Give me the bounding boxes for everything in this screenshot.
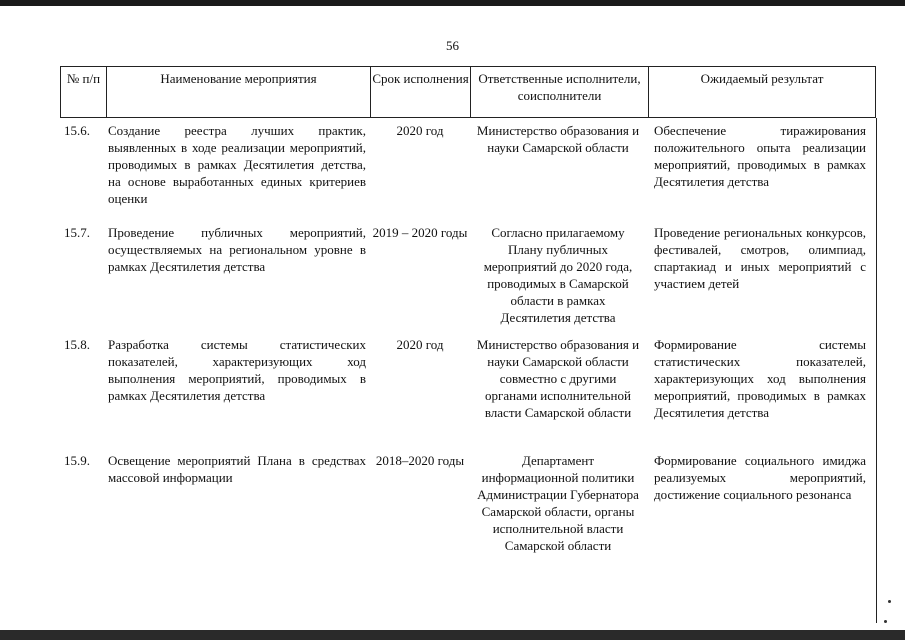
- row-responsible: Согласно прилагаемому Плану публичных мероприятий до 2020 года, проводимых в Самарской области в рамках Десятилетия детства: [483, 225, 633, 325]
- header-term: Срок исполнения: [370, 66, 470, 118]
- row-name: Проведение публичных мероприятий, осуществляемых на региональном уровне в рамках Десятилетия детства: [108, 225, 366, 274]
- row-responsible: Министерство образования и науки Самарской области совместно с другими органами исполнительной власти Самарской области: [476, 337, 640, 420]
- row-number: 15.7.: [64, 225, 90, 240]
- row-number: 15.6.: [64, 123, 90, 138]
- row-result: Формирование социального имиджа реализуемых мероприятий, достижение социального резонанса: [654, 453, 866, 502]
- header-name: Наименование мероприятия: [106, 66, 370, 118]
- row-name: Разработка системы статистических показателей, характеризующих ход выполнения мероприятий, проводимых в рамках Десятилетия детства: [108, 337, 366, 403]
- row-result: Формирование системы статистических показателей, характеризующих ход выполнения мероприятий, проводимых в рамках Десятилетия детства: [654, 337, 866, 420]
- header-num: № п/п: [60, 66, 106, 118]
- table-right-border: [876, 118, 877, 623]
- row-term: 2018–2020 годы: [375, 453, 465, 468]
- row-result: Обеспечение тиражирования положительного опыта реализации мероприятий, проводимых в рамках Десятилетия детства: [654, 123, 866, 189]
- row-responsible: Департамент информационной политики Администрации Губернатора Самарской области, органы исполнительной власти Самарской области: [477, 453, 639, 553]
- bottom-border: [0, 630, 905, 640]
- scan-speck: [884, 620, 887, 623]
- row-term: 2020 год: [396, 123, 444, 138]
- row-name: Создание реестра лучших практик, выявленных в ходе реализации мероприятий, проводимых в рамках Десятилетия детства, на основе выработанных единых критериев оценки: [108, 123, 366, 206]
- top-border: [0, 0, 905, 6]
- row-number: 15.9.: [64, 453, 90, 468]
- row-term: 2020 год: [396, 337, 444, 352]
- row-term: 2019 – 2020 годы: [372, 225, 468, 240]
- row-result: Проведение региональных конкурсов, фестивалей, смотров, олимпиад, спартакиад и иных мероприятий с участием детей: [654, 225, 866, 291]
- row-number: 15.8.: [64, 337, 90, 352]
- page-number: 56: [446, 38, 459, 53]
- scan-speck: [888, 600, 891, 603]
- header-result: Ожидаемый результат: [648, 66, 876, 118]
- row-responsible: Министерство образования и науки Самарской области: [476, 123, 640, 155]
- row-name: Освещение мероприятий Плана в средствах массовой информации: [108, 453, 366, 485]
- header-responsible: Ответственные исполнители, соисполнители: [470, 66, 648, 118]
